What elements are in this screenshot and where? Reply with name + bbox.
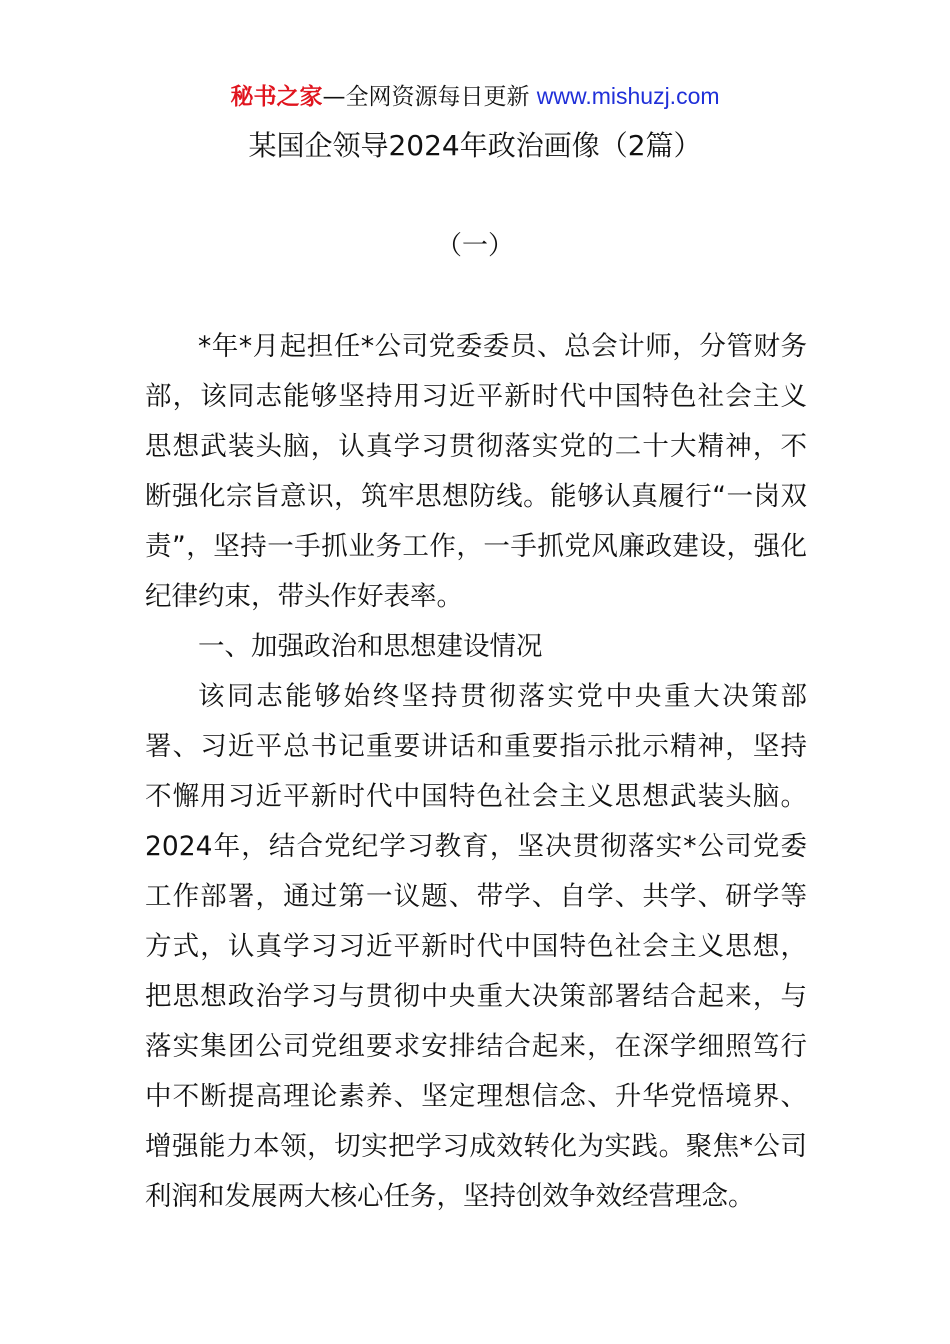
- document-title: 某国企领导2024年政治画像（2篇）: [248, 129, 702, 162]
- section-number: （一）: [435, 231, 514, 261]
- body-paragraph: 该同志能够始终坚持贯彻落实党中央重大决策部署、习近平总书记重要讲话和重要指示批示精神，坚持不懈用习近平新时代中国特色社会主义思想武装头脑。2024年，结合党纪学习教育，坚决贯彻落实*公司党委工作部署，通过第一议题、带学、自学、共学、研学等方式，认真学习习近平新时代中国特色社会主义思想，把思想政治学习与贯彻中央重大决策部署结合起来，与落实集团公司党组要求安排结合起来，在深学细照笃行中不断提高理论素养、坚定理想信念、升华党悟境界、增强能力本领，切实把学习成效转化为实践。聚焦*公司利润和发展两大核心任务，坚持创效争效经营理念。: [145, 681, 807, 1212]
- header-tagline: —全网资源每日更新: [322, 84, 530, 110]
- body-paragraph: *年*月起担任*公司党委委员、总会计师，分管财务部，该同志能够坚持用习近平新时代中国特色社会主义思想武装头脑，认真学习贯彻落实党的二十大精神，不断强化宗旨意识，筑牢思想防线。能够认真履行“一岗双责”，坚持一手抓业务工作，一手抓党风廉政建设，强化纪律约束，带头作好表率。: [145, 331, 807, 612]
- site-url-link[interactable]: www.mishuzj.com: [536, 83, 720, 109]
- site-header: [0, 80, 950, 113]
- document-body: [145, 322, 807, 1222]
- brand-name: 秘书之家: [230, 84, 323, 110]
- section-heading: 一、加强政治和思想建设情况: [198, 631, 543, 662]
